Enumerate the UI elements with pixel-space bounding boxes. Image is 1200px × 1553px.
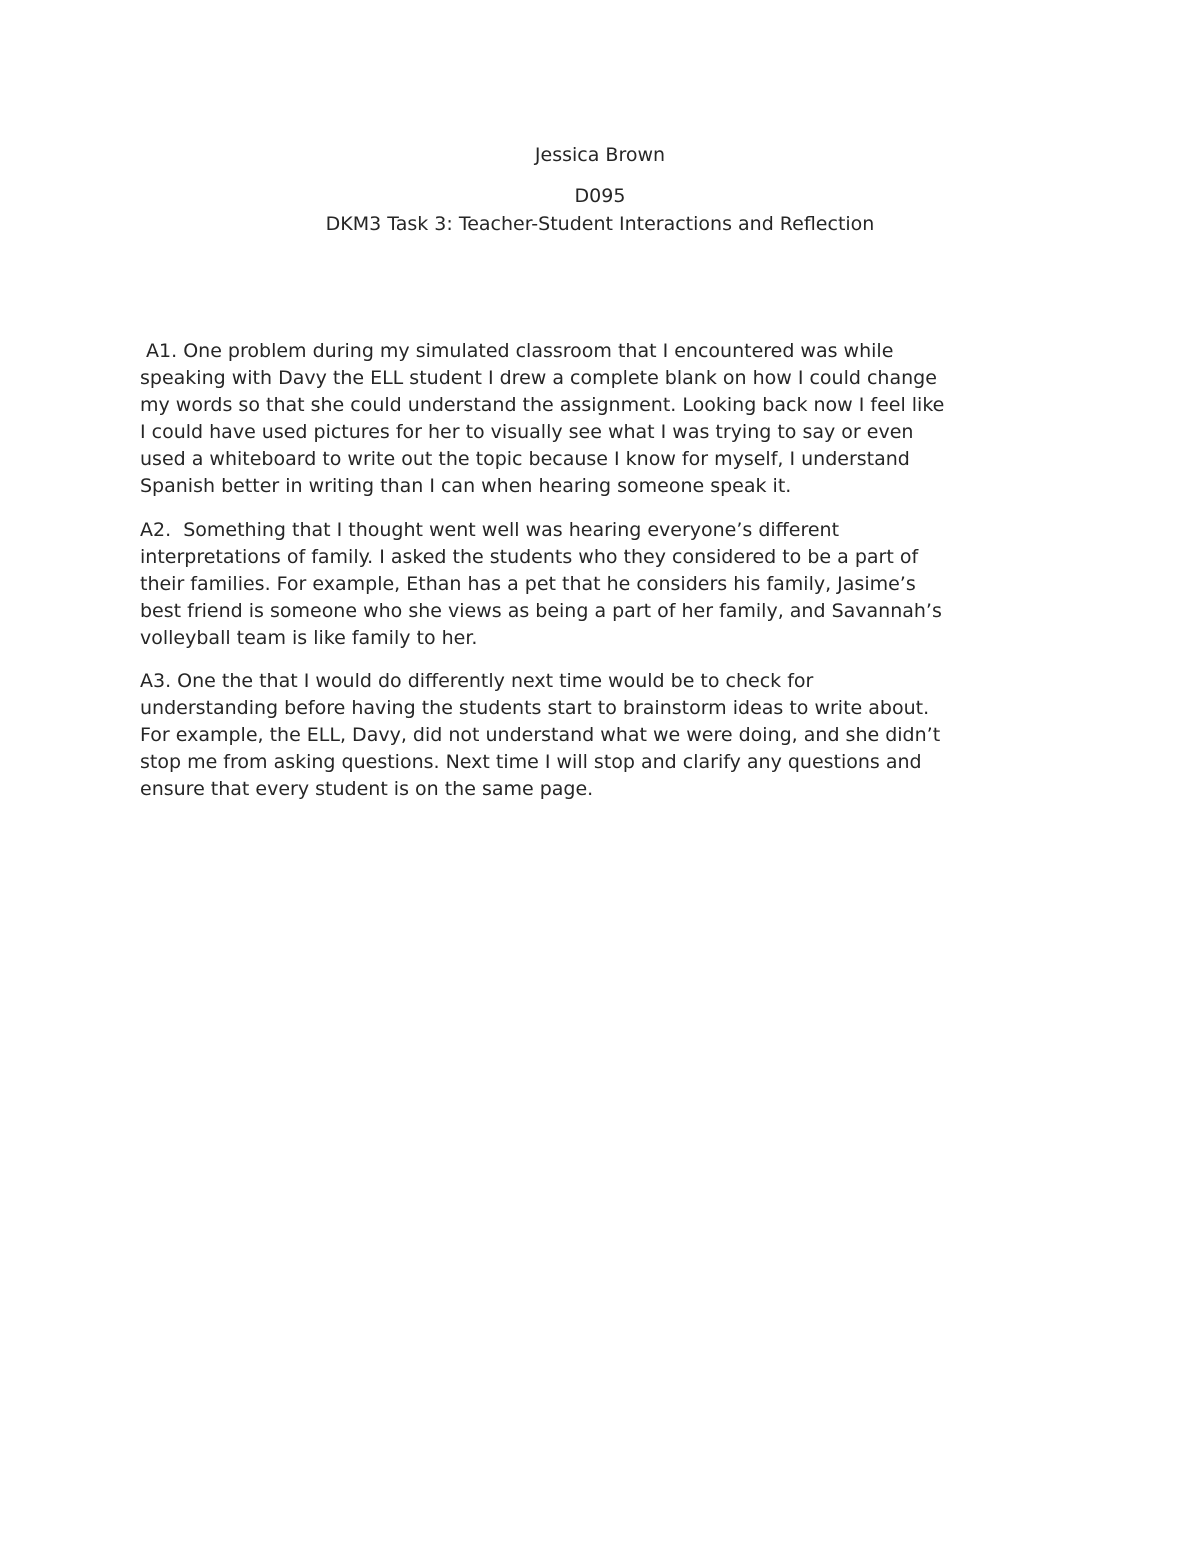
- paragraph-a3: [140, 668, 940, 803]
- paragraph-line: my words so that she could understand the assignment. Looking back now I feel like: [140, 394, 945, 416]
- paragraph-line: interpretations of family. I asked the students who they considered to be a part of: [140, 546, 919, 568]
- paragraph-line: speaking with Davy the ELL student I drew a complete blank on how I could change: [140, 367, 937, 389]
- paragraph-line: used a whiteboard to write out the topic because I know for myself, I understand: [140, 448, 910, 470]
- paragraph-line: A2. Something that I thought went well was hearing everyone’s different: [140, 519, 840, 541]
- paragraph-line: Spanish better in writing than I can when hearing someone speak it.: [140, 475, 792, 497]
- paragraph-line: stop me from asking questions. Next time I will stop and clarify any questions and: [140, 751, 922, 773]
- paragraph-a2: [140, 517, 942, 652]
- author-name: Jessica Brown: [534, 144, 666, 166]
- paragraph-a1: [140, 338, 944, 500]
- paragraph-line: their families. For example, Ethan has a pet that he considers his family, Jasime’s: [140, 573, 916, 595]
- paragraph-line: best friend is someone who she views as being a part of her family, and Savannah’s: [140, 600, 942, 622]
- paragraph-line: I could have used pictures for her to visually see what I was trying to say or even: [140, 421, 914, 443]
- course-code: D095: [574, 185, 626, 207]
- paragraph-line: volleyball team is like family to her.: [140, 627, 478, 649]
- document-title: DKM3 Task 3: Teacher-Student Interactions and Reflection: [325, 213, 875, 235]
- paragraph-line: ensure that every student is on the same page.: [140, 778, 594, 800]
- paragraph-line: understanding before having the students start to brainstorm ideas to write about.: [140, 697, 930, 719]
- paragraph-line: For example, the ELL, Davy, did not understand what we were doing, and she didn’t: [140, 724, 941, 746]
- paragraph-line: A1. One problem during my simulated classroom that I encountered was while: [140, 340, 894, 362]
- paragraph-line: A3. One the that I would do differently next time would be to check for: [140, 670, 814, 692]
